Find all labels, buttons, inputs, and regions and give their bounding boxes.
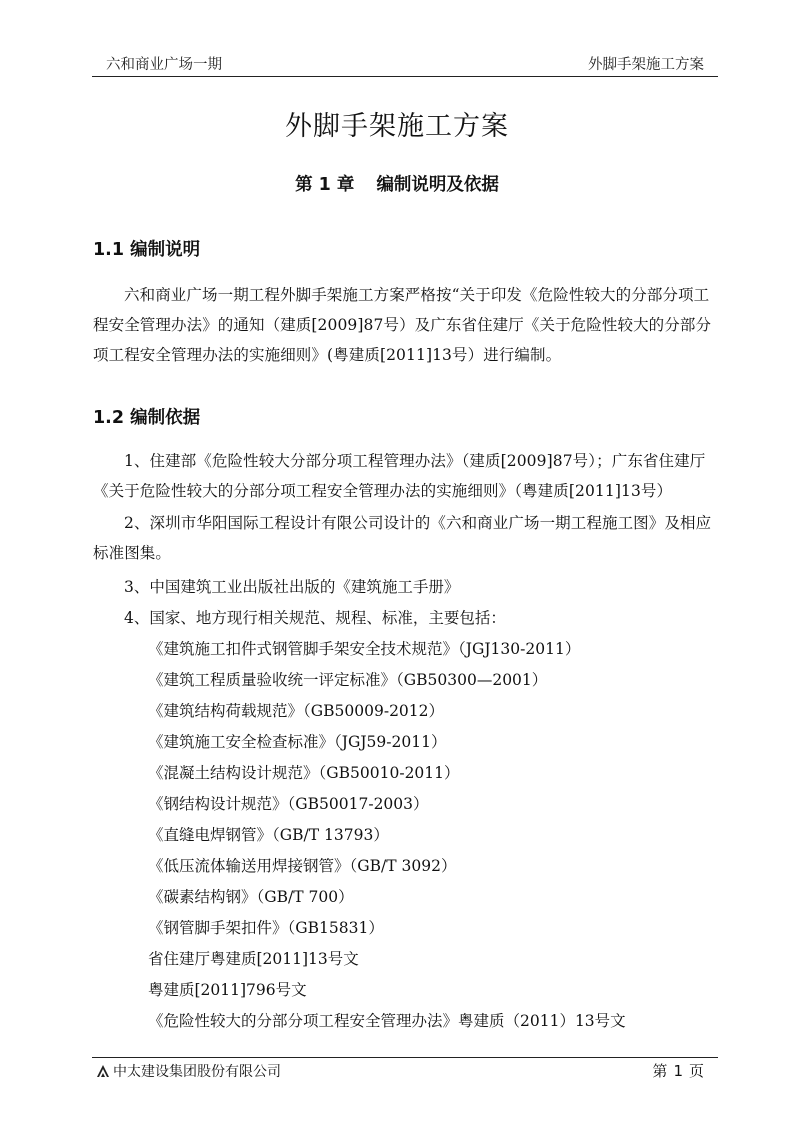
basis-item-3: 3、中国建筑工业出版社出版的《建筑施工手册》: [124, 578, 460, 596]
regulation-doc-item: 《危险性较大的分部分项工程安全管理办法》粤建质（2011）13号文: [148, 1012, 626, 1030]
section-heading-1-2: 1.2 编制依据: [93, 408, 201, 428]
chapter-heading: [0, 171, 794, 196]
regulation-doc-item: 省住建厅粤建质[2011]13号文: [148, 950, 359, 968]
section-heading-1-1: 1.1 编制说明: [93, 240, 201, 260]
chapter-number: 第 1 章: [295, 175, 355, 195]
section-1-1-paragraph: [93, 280, 721, 370]
footer-divider: [92, 1057, 718, 1058]
header-doc-title: 外脚手架施工方案: [588, 57, 704, 73]
company-logo-icon: [96, 1064, 110, 1078]
page-number: [652, 1060, 704, 1081]
basis-item-1-text: 1、住建部《危险性较大分部分项工程管理办法》（建质[2009]87号）；广东省住建厅《关于危险性较大的分部分项工程安全管理办法的实施细则》（粤建质[2011]13号）: [93, 452, 706, 500]
standard-item: 《碳素结构钢》（GB/T 700）: [148, 888, 354, 906]
standard-item: 《钢管脚手架扣件》（GB15831）: [148, 919, 384, 937]
basis-item-2-text: 2、深圳市华阳国际工程设计有限公司设计的《六和商业广场一期工程施工图》及相应标准图集。: [93, 514, 712, 562]
page-number-value: 1: [673, 1062, 683, 1080]
regulation-doc-item: 粤建质[2011]796号文: [148, 981, 307, 999]
footer-company: [96, 1061, 281, 1081]
basis-item-1: [93, 446, 721, 506]
standard-item: 《钢结构设计规范》（GB50017-2003）: [148, 795, 429, 813]
paragraph-text: 六和商业广场一期工程外脚手架施工方案严格按“关于印发《危险性较大的分部分项工程安全管理办法》的通知（建质[2009]87号）及广东省住建厅《关于危险性较大的分部分项工程安全管理办法的实施细则》(粤建质[2011]13号）进行编制。: [93, 286, 712, 364]
standard-item: 《建筑施工扣件式钢管脚手架安全技术规范》（JGJ130-2011）: [148, 640, 581, 658]
standard-item: 《直缝电焊钢管》（GB/T 13793）: [148, 826, 389, 844]
page-suffix: 页: [688, 1062, 704, 1080]
chapter-title: 编制说明及依据: [376, 175, 499, 195]
basis-item-2: [93, 508, 721, 568]
company-name: 中太建设集团股份有限公司: [113, 1064, 281, 1080]
standard-item: 《混凝土结构设计规范》（GB50010-2011）: [148, 764, 460, 782]
page-header: [92, 50, 718, 77]
standard-item: 《建筑工程质量验收统一评定标准》（GB50300—2001）: [148, 671, 548, 689]
standard-item: 《低压流体输送用焊接钢管》（GB/T 3092）: [148, 857, 457, 875]
header-project-name: 六和商业广场一期: [106, 57, 222, 73]
document-title: 外脚手架施工方案: [285, 111, 509, 142]
standard-item: 《建筑施工安全检查标准》（JGJ59-2011）: [148, 733, 447, 751]
page-prefix: 第: [652, 1062, 668, 1080]
basis-item-4: 4、国家、地方现行相关规范、规程、标准，主要包括：: [124, 609, 506, 627]
standard-item: 《建筑结构荷载规范》（GB50009-2012）: [148, 702, 445, 720]
